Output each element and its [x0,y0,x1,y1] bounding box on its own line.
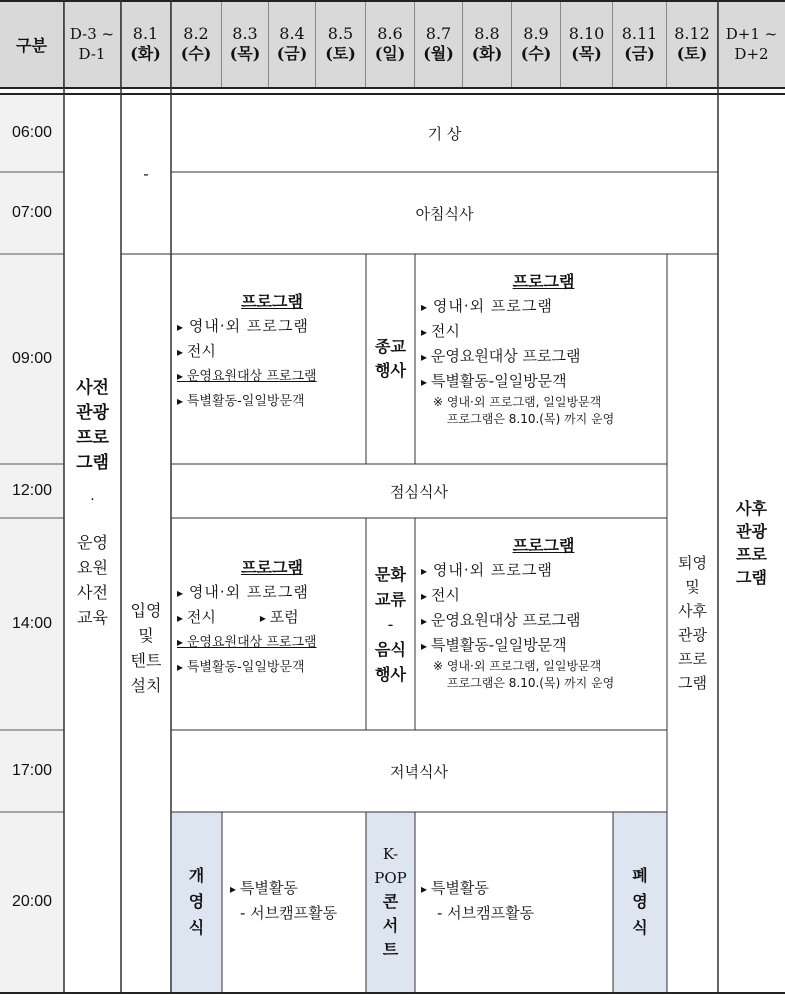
dash-cell [121,94,171,254]
culture-food-line: - [387,614,394,634]
pre-program-cell [64,94,121,992]
pre-program-title [76,376,109,476]
header-day-weekday: (토) [325,44,356,63]
header-day [415,0,463,88]
pre-program-title-line: 관광 [76,403,109,423]
pre-program-dot: · [90,492,95,508]
checkout-line: 그램 [678,674,707,692]
pre-program-edu [77,530,108,630]
kpop-line: K- [382,845,399,863]
header-day-weekday: (금) [624,44,655,63]
program-item: ▸ 운영요원대상 프로그램 [177,364,367,389]
time-label: 06:00 [11,124,53,141]
header-pre-line: D-3 ~ [69,25,115,43]
post-program-cell [718,94,785,992]
time-label: 07:00 [11,204,53,221]
morning-right-program [421,270,666,428]
evening-left-activity [230,876,366,925]
lunch-cell [171,464,667,518]
religious-event-line: 종교 [375,337,406,356]
kpop-line: 서 [382,916,399,935]
dash-text: - [143,165,149,183]
header-day [512,0,561,88]
header-day-date: 8.9 [523,24,549,43]
time-slot [0,730,64,812]
program-item: ▸ 운영요원대상 프로그램 [421,344,666,369]
activity-item: ▸ 특별활동 [421,876,611,901]
culture-food-line: 교류 [375,589,406,609]
header-post [718,0,785,88]
program-title: 프로그램 [512,272,575,291]
header-day-date: 8.6 [377,24,403,43]
header-day [463,0,512,88]
header-day-weekday: (목) [571,44,602,63]
header-day [613,0,667,88]
time-label: 09:00 [11,350,53,367]
checkout-line: 사후 [678,602,707,620]
checkout-line: 프로 [678,650,707,668]
religious-event-line: 행사 [375,361,406,380]
checkout-line: 관광 [678,626,707,644]
kpop-concert-cell [366,812,415,992]
post-program-line: 관광 [736,522,767,541]
setup-line: 텐트 [130,651,162,670]
pre-program-title-line: 그램 [76,453,109,473]
header-label [0,0,64,88]
header-day-weekday: (목) [229,44,261,63]
kpop-line: 트 [382,940,399,959]
header-day-weekday: (금) [276,44,308,63]
program-item: ▸ 영내·외 프로그램 [177,580,367,605]
header-pre-line: D-1 [78,45,106,63]
program-item: ▸ 특별활동-일일방문객 [421,633,666,658]
dinner-cell [171,730,667,812]
header-pre [64,0,121,88]
closing-ceremony-line: 영 [632,892,648,911]
kpop-line: 콘 [382,892,399,911]
program-item: ▸ 영내·외 프로그램 [421,558,666,583]
opening-ceremony-line: 개 [188,866,205,885]
evening-right-activity [421,876,611,925]
pre-program-title-line: 사전 [76,378,109,398]
header-day-date: 8.8 [474,24,500,43]
time-label: 17:00 [11,762,53,779]
wake-up-text: 기 상 [427,124,462,143]
religious-event-cell [366,254,415,464]
program-note: ※ 영내·외 프로그램, 일일방문객 [433,659,602,673]
program-item: ▸ 운영요원대상 프로그램 [177,630,367,655]
closing-ceremony-line: 식 [632,918,648,937]
afternoon-left-program: 프로그램 ▸ 영내·외 프로그램 ▸ 전시 ▸ 포럼 ▸ 운영요원대상 프로그램 ▸ 특별활동-일일방문객 [177,556,367,680]
header-day-weekday: (수) [180,44,212,63]
header-day-date: 8.5 [327,24,354,43]
setup-cell [121,254,171,992]
header-day-weekday: (일) [374,44,406,63]
program-note: 프로그램은 8.10.(목) 까지 운영 [447,412,615,426]
setup-line: 설치 [130,676,162,695]
header-post-line: D+2 [734,45,769,63]
header-day [366,0,415,88]
pre-program-edu-line: 사전 [77,583,108,602]
post-program-line: 그램 [736,568,767,587]
time-label: 12:00 [11,482,53,499]
opening-ceremony-line: 식 [188,918,205,937]
program-item: ▸ 특별활동-일일방문객 [177,389,367,414]
program-item: ▸ 특별활동-일일방문객 [177,655,367,680]
program-note: 프로그램은 8.10.(목) 까지 운영 [447,676,615,690]
header-day [269,0,316,88]
checkout-line: 퇴영 [678,554,707,572]
checkout-cell [667,254,718,992]
program-item: ▸ 영내·외 프로그램 [177,314,367,339]
culture-food-line: 음식 [375,639,406,659]
dinner-text: 저녁식사 [390,762,448,781]
header-day-date: 8.7 [425,24,452,43]
setup-line: 입영 [130,601,162,620]
program-item: 전시 [186,608,216,626]
culture-food-event-cell [366,518,415,730]
header-label-text: 구분 [16,35,47,55]
program-title: 프로그램 [512,536,575,555]
wake-up-cell [171,94,718,172]
header-day [667,0,718,88]
activity-subitem: - 서브캠프활동 [240,904,338,922]
time-slot [0,812,64,992]
header-day-date: 8.4 [279,24,305,43]
checkout-line: 및 [685,578,700,596]
header-day [222,0,269,88]
header-day [171,0,222,88]
post-program-line: 사후 [736,499,767,518]
program-item: ▸ 전시 [421,319,666,344]
header-day [316,0,366,88]
header-day-weekday: (월) [423,44,454,63]
post-program-line: 프로 [736,545,767,564]
header-day [561,0,613,88]
morning-left-program [177,290,367,414]
header-day [121,0,171,88]
program-title: 프로그램 [241,292,303,311]
time-slot [0,254,64,464]
pre-program-edu-line: 교육 [77,608,108,627]
program-item: 포럼 [269,608,299,626]
pre-program-edu-line: 운영 [77,533,108,552]
breakfast-text: 아침식사 [415,204,474,223]
lunch-text: 점심식사 [390,482,448,501]
header-day-weekday: (화) [130,44,161,63]
header-post-line: D+1 ~ [725,25,778,43]
time-label: 14:00 [11,615,53,632]
program-item: ▸ 특별활동-일일방문객 [421,369,666,394]
header-day-date: 8.10 [568,24,605,43]
closing-ceremony-cell [613,812,667,992]
afternoon-right-program [421,534,666,692]
pre-program-title-line: 프로 [76,428,109,448]
program-item: ▸ 운영요원대상 프로그램 [421,608,666,633]
program-item: ▸ 전시 [421,583,666,608]
activity-subitem: - 서브캠프활동 [437,904,535,922]
culture-food-line: 행사 [375,664,406,684]
time-label: 20:00 [11,893,53,910]
program-note: ※ 영내·외 프로그램, 일일방문객 [433,395,602,409]
activity-item: ▸ 특별활동 [230,876,366,901]
program-title: 프로그램 [241,558,303,577]
header-day-weekday: (토) [676,44,708,63]
header-day-date: 8.2 [183,24,209,43]
time-slot [0,518,64,730]
setup-line: 및 [138,626,154,645]
opening-ceremony-line: 영 [188,892,205,911]
header-day-date: 8.12 [674,24,710,43]
program-item: ▸ 전시 [177,339,367,364]
time-slot [0,464,64,518]
time-slot [0,94,64,172]
header-day-date: 8.3 [232,24,258,43]
culture-food-line: 문화 [375,564,406,584]
breakfast-cell [171,172,718,254]
header-day-date: 8.11 [621,24,658,43]
pre-program-edu-line: 요원 [77,558,108,577]
header-day-weekday: (수) [520,44,552,63]
time-slot [0,172,64,254]
closing-ceremony-line: 폐 [632,866,648,885]
header-day-weekday: (화) [471,44,503,63]
kpop-line: POP [374,869,407,887]
opening-ceremony-cell [171,812,222,992]
program-item: ▸ 영내·외 프로그램 [421,294,666,319]
header-day-date: 8.1 [132,24,159,43]
